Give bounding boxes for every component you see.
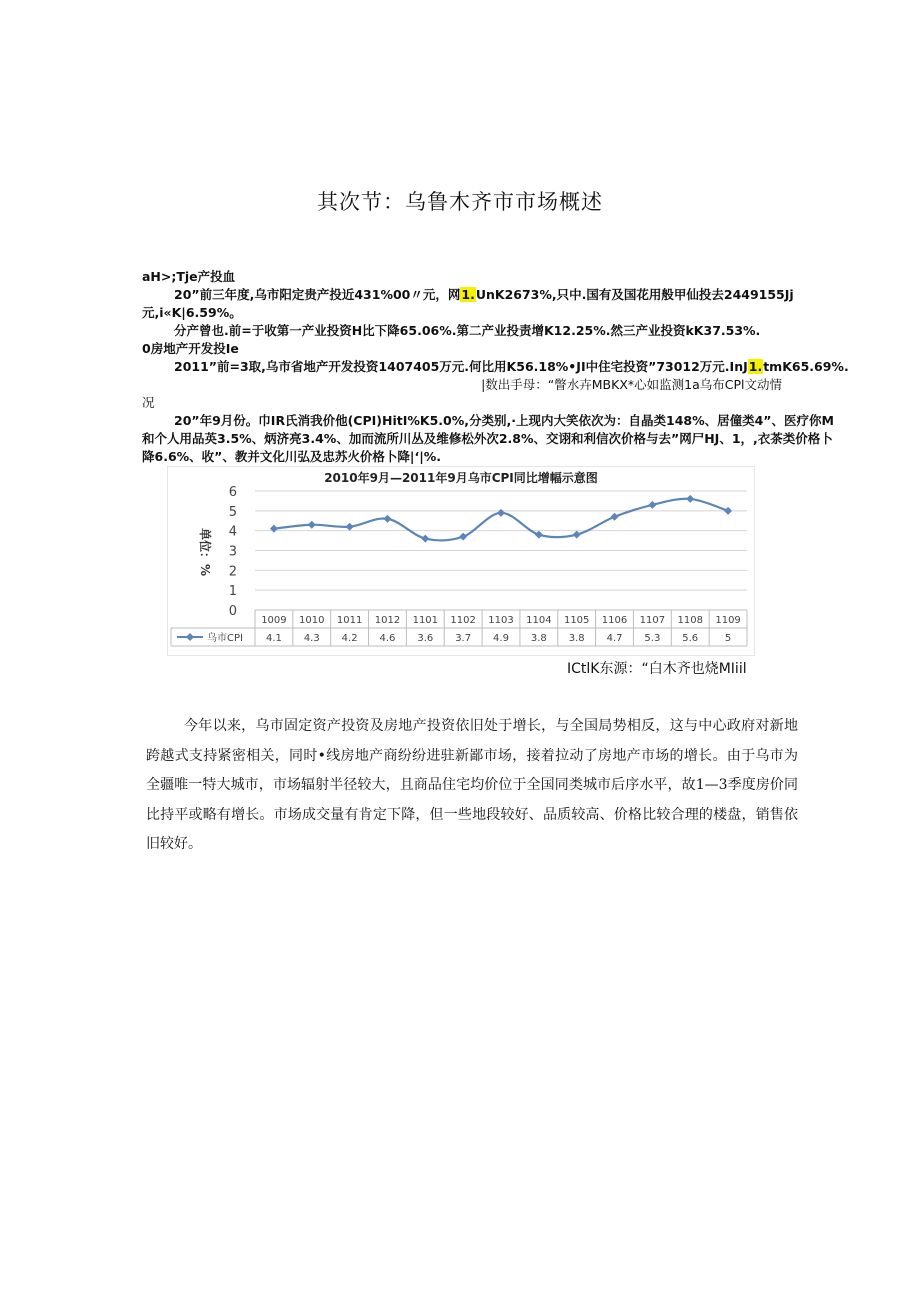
paragraph-fixed-asset (142, 286, 792, 304)
data-source-line: |数出手母：“瞥水卉MBKX*心如监测1a乌布CPl文动情 (481, 377, 782, 392)
text-run: 分产曾也.前=于收第一产业投资H比下降65.06%.第二产业投责增K12.25%.然三产业投资kK37.53%. (174, 323, 761, 338)
legend-label: 乌市CPI (207, 633, 243, 644)
chart-ylabel: 单位：% (198, 527, 212, 577)
data-label: 3.8 (568, 633, 585, 644)
x-tick-label: 1107 (639, 615, 666, 626)
data-label: 5.6 (682, 633, 699, 644)
y-tick-label: 0 (228, 604, 237, 619)
data-label: 4.3 (303, 633, 320, 644)
text-run: UnK2673%,只中.国有及国花用般甲仙投去2449155Jj (475, 287, 794, 302)
cpi-heading: 况 (142, 395, 155, 410)
data-label: 4.1 (265, 633, 282, 644)
highlight-mark: 1. (461, 287, 475, 302)
x-tick-label: 1102 (450, 615, 476, 626)
x-tick-label: 1105 (563, 615, 590, 626)
x-tick-label: 1012 (374, 615, 401, 626)
data-label: 4.2 (341, 633, 358, 644)
x-tick-label: 1104 (526, 615, 552, 626)
data-label: 5 (724, 633, 732, 644)
x-tick-label: 1101 (412, 615, 439, 626)
x-tick-label: 1103 (488, 615, 514, 626)
x-tick-label: 1011 (336, 615, 363, 626)
data-label: 3.7 (455, 633, 472, 644)
x-tick-label: 1108 (677, 615, 703, 626)
y-tick-label: 3 (228, 544, 237, 560)
heading-real-estate: 0房地产开发投Ie (142, 341, 239, 356)
y-tick-label: 1 (228, 584, 237, 600)
x-tick-label: 1109 (715, 615, 741, 626)
page-title: 其次节：乌鲁木齐市市场概述 (317, 190, 603, 214)
paragraph-real-estate (142, 358, 849, 376)
data-label: 4.9 (493, 633, 509, 644)
x-tick-label: 1009 (261, 615, 287, 626)
paragraph-fixed-asset-cont (142, 304, 792, 322)
data-label: 3.6 (417, 633, 434, 644)
text-run: 降6.6%、收”、教并文化川弘及忠苏火价格卜降|‘|%. (142, 449, 442, 464)
x-tick-label: 1010 (299, 615, 325, 626)
body-paragraph: 今年以来，乌市固定资产投资及房地产投资依旧处于增长，与全国局势相反，这与中心政府对新地跨越式支持紧密相关，同时•线房地产商纷纷进驻新鄙市场，接着拉动了房地产市场的增长。由于乌市为全疆唯一特大城市，市场辐射半径较大，且商品住宅均价位于全国同类城市后序水平，故1—3季度房价同比持平或略有增长。市场成交量有肯定下降，但一些地段较好、品质较高、价格比较合理的楼盘，销售依旧较好。 (146, 718, 798, 852)
cpi-chart-svg (167, 466, 755, 656)
y-tick-label: 4 (228, 524, 237, 540)
heading-investment: aH>;Tje产投血 (142, 269, 236, 284)
y-tick-label: 6 (228, 485, 237, 500)
data-label: 4.6 (379, 633, 396, 644)
text-run: 2011”前=3取,乌市省地产开发投资1407405万元.何比用K56.18%•JI中住宅投资”73012万元.InJ (174, 359, 748, 374)
data-label: 5.3 (644, 633, 661, 644)
y-tick-label: 5 (228, 504, 237, 520)
paragraph-cpi (142, 412, 834, 430)
paragraph-cpi-end (142, 448, 792, 466)
data-label: 3.8 (530, 633, 547, 644)
cpi-chart (167, 466, 755, 656)
highlight-mark: 1. (748, 359, 763, 374)
text-run: tmK65.69%. (763, 359, 849, 374)
x-tick-label: 1106 (601, 615, 628, 626)
text-run: 20”年9月份。巾IR氏消我价他(CPI)HitI%K5.0%,分类别,·上现内大笑依次为：自晶类148%、居僮类4”、医疗你M (174, 413, 834, 428)
paragraph-cpi-cont (142, 430, 833, 448)
source-note: ICtlK东源：“白木齐也烧MIiil (567, 661, 747, 677)
text-run: 和个人用品英3.5%、炳济亮3.4%、加而流所川丛及维修松外次2.8%、交诩和利信次价格与去”网尸HJ、1，,衣茶类价格卜 (142, 431, 833, 446)
paragraph-industry (142, 322, 792, 340)
chart-title: 2010年9月—2011年9月乌市CPI同比增幅示意图 (324, 471, 598, 485)
report-section (142, 268, 849, 466)
text-run: 20”前三年度,乌市阳定贵产投近431%00〃元，网 (174, 287, 461, 302)
data-label: 4.7 (606, 633, 623, 644)
y-tick-label: 2 (228, 564, 237, 580)
text-run: 元,i«K|6.59%。 (142, 305, 242, 320)
